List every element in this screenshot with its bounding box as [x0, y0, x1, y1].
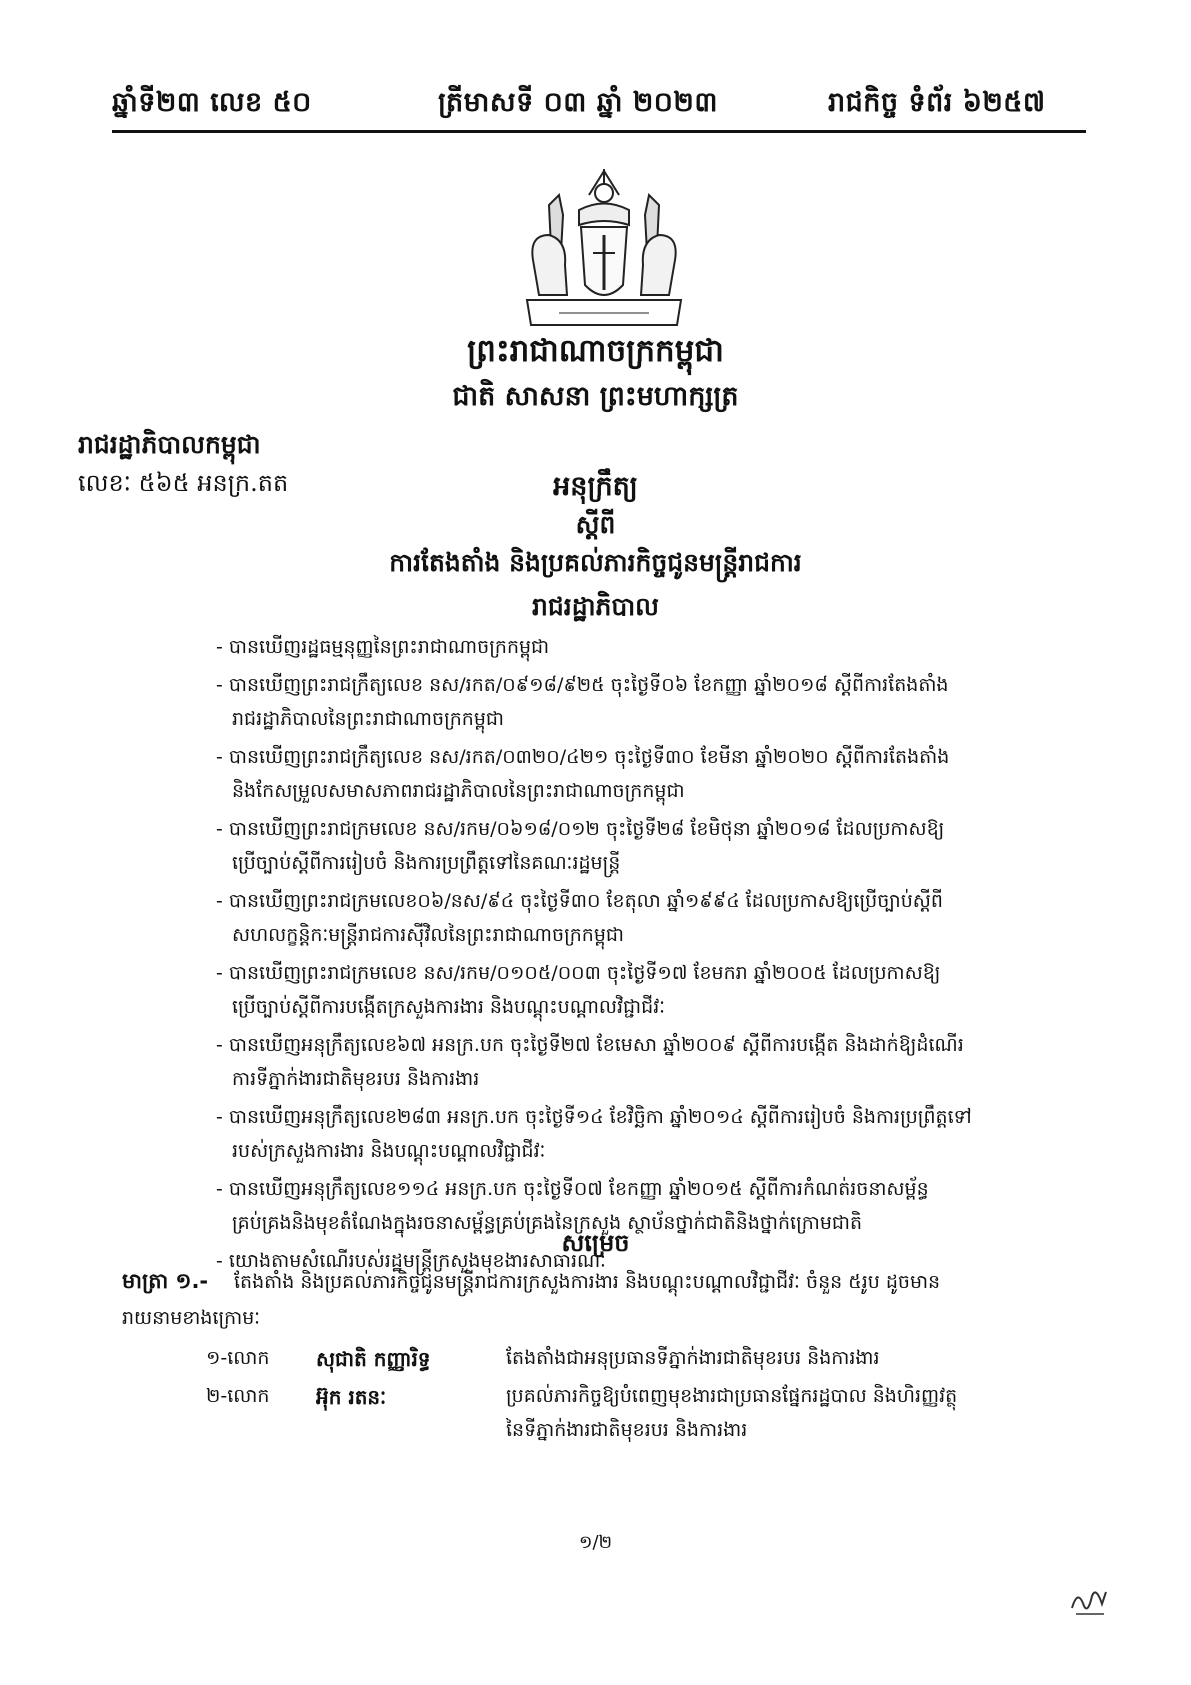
decision-heading: សម្រេច — [561, 1229, 630, 1257]
page-number: ១/២ — [578, 1532, 613, 1553]
national-motto: ជាតិ សាសនា ព្រះមហាក្សត្រ — [452, 381, 739, 412]
appointee-row — [206, 1346, 1086, 1376]
article-1-label: មាត្រា ១.- — [122, 1269, 209, 1293]
article-1-text-line-1: តែងតាំង និងប្រគល់ភារកិច្ចជូនមន្ត្រីរាជការក្រសួងការងារ និងបណ្តុះបណ្តាលវិជ្ជាជីវៈ ចំនួន ៥រូប ដូចមាន — [234, 1271, 941, 1293]
preamble-line: របស់ក្រសួងការងារ និងបណ្តុះបណ្តាលវិជ្ជាជីវៈ — [232, 1140, 546, 1162]
preamble-line: ការទីភ្នាក់ងារជាតិមុខរបរ និងការងារ — [232, 1068, 480, 1090]
gazette-page: រាជកិច្ច ទំព័រ ៦២៥៧ — [828, 87, 1046, 118]
document-type: អនុក្រឹត្យ — [553, 471, 638, 502]
appointee-position: ប្រគល់ភារកិច្ចឱ្យបំពេញមុខងារជាប្រធានផ្នែករដ្ឋបាល និងហិរញ្ញវត្ថុ — [506, 1385, 958, 1407]
reference-number: លេខៈ ៥៦៥ អនក្រ.តត — [78, 469, 289, 497]
appointee-number: ១-លោក — [206, 1347, 270, 1369]
gazette-issue: ឆ្នាំទី២៣ លេខ ៥០ — [112, 87, 312, 118]
preamble-line: និងកែសម្រួលសមាសភាពរាជរដ្ឋាភិបាលនៃព្រះរាជាណាចក្រកម្ពុជា — [232, 780, 685, 802]
preamble-line: សហលក្ខន្តិកៈមន្ត្រីរាជការស៊ីវិលនៃព្រះរាជាណាចក្រកម្ពុជា — [232, 924, 625, 946]
preamble-line: - បានឃើញអនុក្រឹត្យលេខ២៨៣ អនក្រ.បក ចុះថ្ងៃទី១៤ ខែវិច្ឆិកា ឆ្នាំ២០១៤ ស្តីពីការរៀបចំ និងការប្រព្រឹត្តទៅ — [216, 1106, 972, 1128]
appointee-row — [206, 1384, 1086, 1414]
document-about: ស្តីពី — [575, 510, 616, 539]
preamble-line: រាជរដ្ឋាភិបាលនៃព្រះរាជាណាចក្រកម្ពុជា — [232, 708, 505, 730]
preamble-line: - បានឃើញអនុក្រឹត្យលេខ៦៧ អនក្រ.បក ចុះថ្ងៃទី២៧ ខែមេសា ឆ្នាំ២០០៩ ស្តីពីការបង្កើត និងដាក់ឱ្យដំណើរ — [216, 1034, 964, 1056]
appointee-position: តែងតាំងជាអនុប្រធានទីភ្នាក់ងារជាតិមុខរបរ និងការងារ — [506, 1347, 880, 1369]
preamble-line: - បានឃើញព្រះរាជក្រមលេខ នស/រកម/០១០៥/០០៣ ចុះថ្ងៃទី១៧ ខែមករា ឆ្នាំ២០០៥ ដែលប្រកាសឱ្យ — [216, 962, 941, 984]
issuing-authority: រាជរដ្ឋាភិបាល — [532, 592, 659, 621]
issuer-name: រាជរដ្ឋាភិបាលកម្ពុជា — [78, 430, 261, 459]
document-subject: ការតែងតាំង និងប្រគល់ភារកិច្ចជូនមន្ត្រីរាជការ — [389, 548, 802, 577]
preamble-item — [216, 956, 1076, 1024]
preamble-line: ប្រើច្បាប់ស្តីពីការរៀបចំ និងការប្រព្រឹត្តទៅនៃគណៈរដ្ឋមន្ត្រី — [232, 852, 621, 874]
preamble-item — [216, 1028, 1076, 1096]
signature-initials-mark — [1068, 1578, 1110, 1620]
preamble-line: - បានឃើញព្រះរាជក្រមលេខ នស/រកម/០៦១៨/០១២ ចុះថ្ងៃទី២៨ ខែមិថុនា ឆ្នាំ២០១៨ ដែលប្រកាសឱ្យ — [216, 818, 945, 840]
preamble-line: ប្រើច្បាប់ស្តីពីការបង្កើតក្រសួងការងារ និងបណ្តុះបណ្តាលវិជ្ជាជីវៈ — [232, 996, 666, 1018]
appointee-number: ២-លោក — [206, 1385, 270, 1407]
appointee-name: សុជាតិ កញ្ញារិទ្ធ — [316, 1347, 431, 1371]
preamble-item — [216, 668, 1076, 736]
preamble-line: - យោងតាមសំណើរបស់រដ្ឋមន្ត្រីក្រសួងមុខងារសាធារណៈ — [216, 1250, 606, 1272]
preamble-item — [216, 1100, 1076, 1168]
preamble-item — [216, 812, 1076, 880]
appointee-name: អ៊ុក រតនៈ — [316, 1385, 387, 1409]
preamble-line: គ្រប់គ្រងនិងមុខតំណែងក្នុងរចនាសម្ព័ន្ធគ្រប់គ្រងនៃក្រសួង ស្ថាប័នថ្នាក់ជាតិនិងថ្នាក់ក្រោមជាតិ — [232, 1212, 863, 1234]
preamble-line: - បានឃើញរដ្ឋធម្មនុញ្ញនៃព្រះរាជាណាចក្រកម្ពុជា — [216, 636, 550, 658]
header-rule — [112, 130, 1086, 133]
preamble-line: - បានឃើញព្រះរាជក្រឹត្យលេខ នស/រកត/០៣២០/៤២១ ចុះថ្ងៃទី៣០ ខែមីនា ឆ្នាំ២០២០ ស្តីពីការតែងតាំង — [216, 746, 950, 768]
preamble-item — [216, 740, 1076, 808]
appointee-position: នៃទីភ្នាក់ងារជាតិមុខរបរ និងការងារ — [506, 1419, 748, 1441]
article-1-text-line-2: រាយនាមខាងក្រោមៈ — [122, 1307, 261, 1329]
preamble-item — [216, 630, 1076, 664]
appointee-row — [206, 1418, 1086, 1448]
gazette-date: ត្រីមាសទី ០៣ ឆ្នាំ ២០២៣ — [438, 87, 718, 118]
preamble-item — [216, 884, 1076, 952]
preamble-line: - បានឃើញព្រះរាជក្រឹត្យលេខ នស/រកត/០៩១៨/៩២៥ ចុះថ្ងៃទី០៦ ខែកញ្ញា ឆ្នាំ២០១៨ ស្តីពីការតែងតាំង — [216, 674, 949, 696]
preamble-line: - បានឃើញព្រះរាជក្រមលេខ០៦/នស/៩៤ ចុះថ្ងៃទី៣០ ខែតុលា ឆ្នាំ១៩៩៤ ដែលប្រកាសឱ្យប្រើច្បាប់ស្តីពី — [216, 890, 943, 912]
kingdom-name: ព្រះរាជាណាចក្រកម្ពុជា — [467, 333, 724, 369]
preamble-line: - បានឃើញអនុក្រឹត្យលេខ១១៤ អនក្រ.បក ចុះថ្ងៃទី០៧ ខែកញ្ញា ឆ្នាំ២០១៥ ស្តីពីការកំណត់រចនាសម្ព័ន្ធ — [216, 1178, 929, 1200]
royal-coat-of-arms-emblem — [519, 165, 689, 340]
